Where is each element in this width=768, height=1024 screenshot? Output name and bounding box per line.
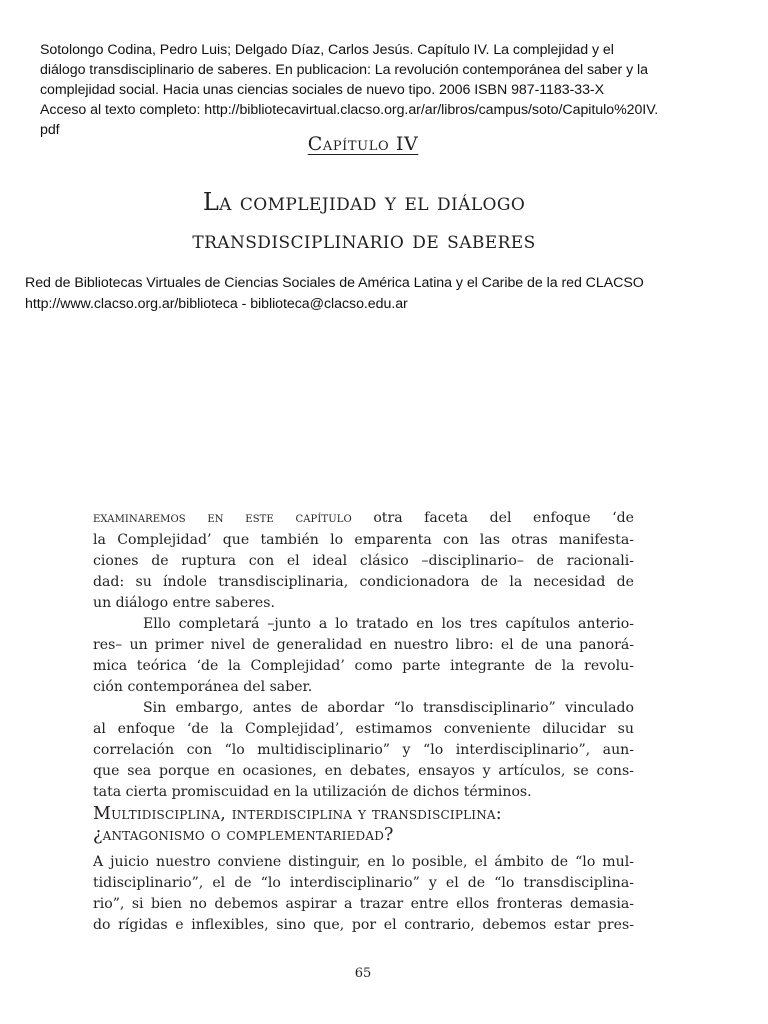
citation-url-line[interactable]: Acceso al texto completo: http://bibliotecavirtual.clacso.org.ar/ar/libros/campus/soto/Capitulo%20IV. xyxy=(40,102,659,118)
paragraph-line: dad: su índole transdisciplinaria, condicionadora de la necesidad de xyxy=(93,574,634,590)
citation-line: Sotolongo Codina, Pedro Luis; Delgado Díaz, Carlos Jesús. Capítulo IV. La complejidad y el xyxy=(40,42,614,58)
section-heading-line: Multidisciplina, interdisciplina y transdisciplina: xyxy=(93,804,502,824)
paragraph-line: A juicio nuestro conviene distinguir, en lo posible, el ámbito de “lo mul- xyxy=(93,854,634,870)
paragraph-line: la Complejidad’ que también lo emparenta con las otras manifesta- xyxy=(93,532,634,548)
network-line: Red de Bibliotecas Virtuales de Ciencias Sociales de América Latina y el Caribe de la red CLACSO xyxy=(25,275,644,291)
paragraph-line: tata cierta promiscuidad en la utilización de dichos términos. xyxy=(93,784,532,800)
paragraph-line: rio”, si bien no debemos aspirar a trazar entre ellos fronteras demasia- xyxy=(93,896,634,912)
paragraph-line: ciones de ruptura con el ideal clásico –disciplinario– de racionali- xyxy=(93,553,634,569)
paragraph-line: mica teórica ‘de la Complejidad’ como parte integrante de la revolu- xyxy=(93,658,634,674)
paragraph-line: al enfoque ‘de la Complejidad’, estimamos conveniente dilucidar su xyxy=(93,721,634,737)
paragraph-line-text: otra faceta del enfoque ‘de xyxy=(351,510,634,526)
paragraph-line xyxy=(93,510,634,526)
paragraph-lead: examinaremos en este capítulo xyxy=(93,510,352,526)
paragraph-line: Sin embargo, antes de abordar “lo transdisciplinario” vinculado xyxy=(143,700,634,716)
network-url-line[interactable]: http://www.clacso.org.ar/biblioteca - biblioteca@clacso.edu.ar xyxy=(25,296,408,312)
chapter-label: Capítulo IV xyxy=(307,133,419,155)
paragraph-line: do rígidas e inflexibles, sino que, por el contrario, debemos estar pres- xyxy=(93,917,634,933)
paragraph-line: un diálogo entre saberes. xyxy=(93,595,275,611)
chapter-title-line: transdisciplinario de saberes xyxy=(192,226,536,254)
citation-line: complejidad social. Hacia unas ciencias sociales de nuevo tipo. 2006 ISBN 987-1183-33-X xyxy=(40,82,605,98)
paragraph-line: ción contemporánea del saber. xyxy=(93,679,313,695)
paragraph-line: tidisciplinario”, el de “lo interdisciplinario” y el de “lo transdisciplina- xyxy=(93,875,634,891)
section-heading-line: ¿antagonismo o complementariedad? xyxy=(93,825,394,845)
paragraph-line: que sea porque en ocasiones, en debates, ensayos y artículos, se cons- xyxy=(93,763,634,779)
paragraph-line: Ello completará –junto a lo tratado en los tres capítulos anterio- xyxy=(143,616,634,632)
paragraph-line: res– un primer nivel de generalidad en nuestro libro: el de una panorá- xyxy=(93,637,634,653)
citation-url-line[interactable]: pdf xyxy=(40,122,60,138)
page-number: 65 xyxy=(354,966,372,981)
citation-line: diálogo transdisciplinario de saberes. En publicacion: La revolución contemporánea del saber y la xyxy=(40,62,648,78)
paragraph-line: correlación con “lo multidisciplinario” y “lo interdisciplinario”, aun- xyxy=(93,742,634,758)
chapter-title-line: La complejidad y el diálogo xyxy=(202,188,526,216)
